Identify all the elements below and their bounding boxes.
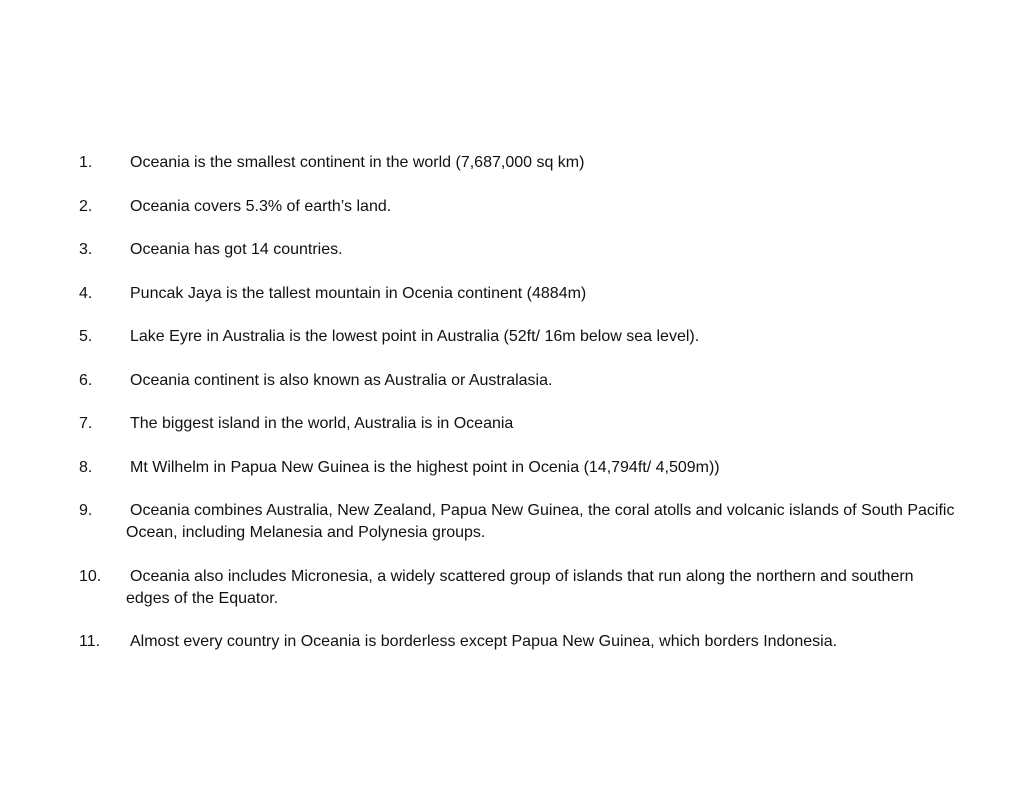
list-item-text: The biggest island in the world, Australia is in Oceania [130, 415, 514, 432]
list-item-number: 4. [79, 284, 93, 302]
list-item-number: 10. [79, 567, 102, 585]
list-item-text: Oceania continent is also known as Australia or Australasia. [130, 371, 553, 389]
list-item-number: 2. [79, 197, 93, 215]
list-item [79, 457, 959, 479]
list-item-text: Oceania is the smallest continent in the world (7,687,000 sq km) [130, 154, 585, 171]
list-item-text: Almost every country in Oceania is borderless except Papua New Guinea, which borders Indonesia. [130, 633, 838, 650]
list-item-text: Oceania covers 5.3% of earth’s land. [130, 197, 392, 215]
list-item [79, 370, 959, 392]
list-item [79, 631, 959, 653]
list-item [79, 500, 959, 544]
list-item [79, 413, 959, 435]
list-item [79, 196, 959, 218]
list-item-number: 1. [79, 154, 93, 171]
list-item-number: 8. [79, 458, 93, 476]
list-item-text: Lake Eyre in Australia is the lowest point in Australia (52ft/ 16m below sea level). [130, 328, 700, 345]
list-item-number: 9. [79, 502, 93, 519]
list-item [79, 283, 959, 305]
list-item-text: Oceania has got 14 countries. [130, 241, 343, 258]
oceania-facts-list [79, 152, 959, 675]
list-item [79, 326, 959, 348]
list-item-number: 6. [79, 371, 93, 389]
list-item-number: 3. [79, 241, 93, 258]
list-item-text: Oceania also includes Micronesia, a widely scattered group of islands that run along the northern and southern edges of the Equator. [126, 567, 919, 607]
list-item-text: Mt Wilhelm in Papua New Guinea is the highest point in Ocenia (14,794ft/ 4,509m)) [130, 458, 720, 476]
list-item-text: Puncak Jaya is the tallest mountain in Ocenia continent (4884m) [130, 284, 587, 302]
list-item-text: Oceania combines Australia, New Zealand, Papua New Guinea, the coral atolls and volcanic islands of South Pacific Ocean, including Melanesia and Polynesia groups. [126, 502, 959, 541]
list-item [79, 239, 959, 261]
list-item-number: 11. [79, 633, 101, 650]
list-item-number: 7. [79, 415, 93, 432]
list-item [79, 566, 959, 610]
list-item [79, 152, 959, 174]
list-item-number: 5. [79, 328, 93, 345]
